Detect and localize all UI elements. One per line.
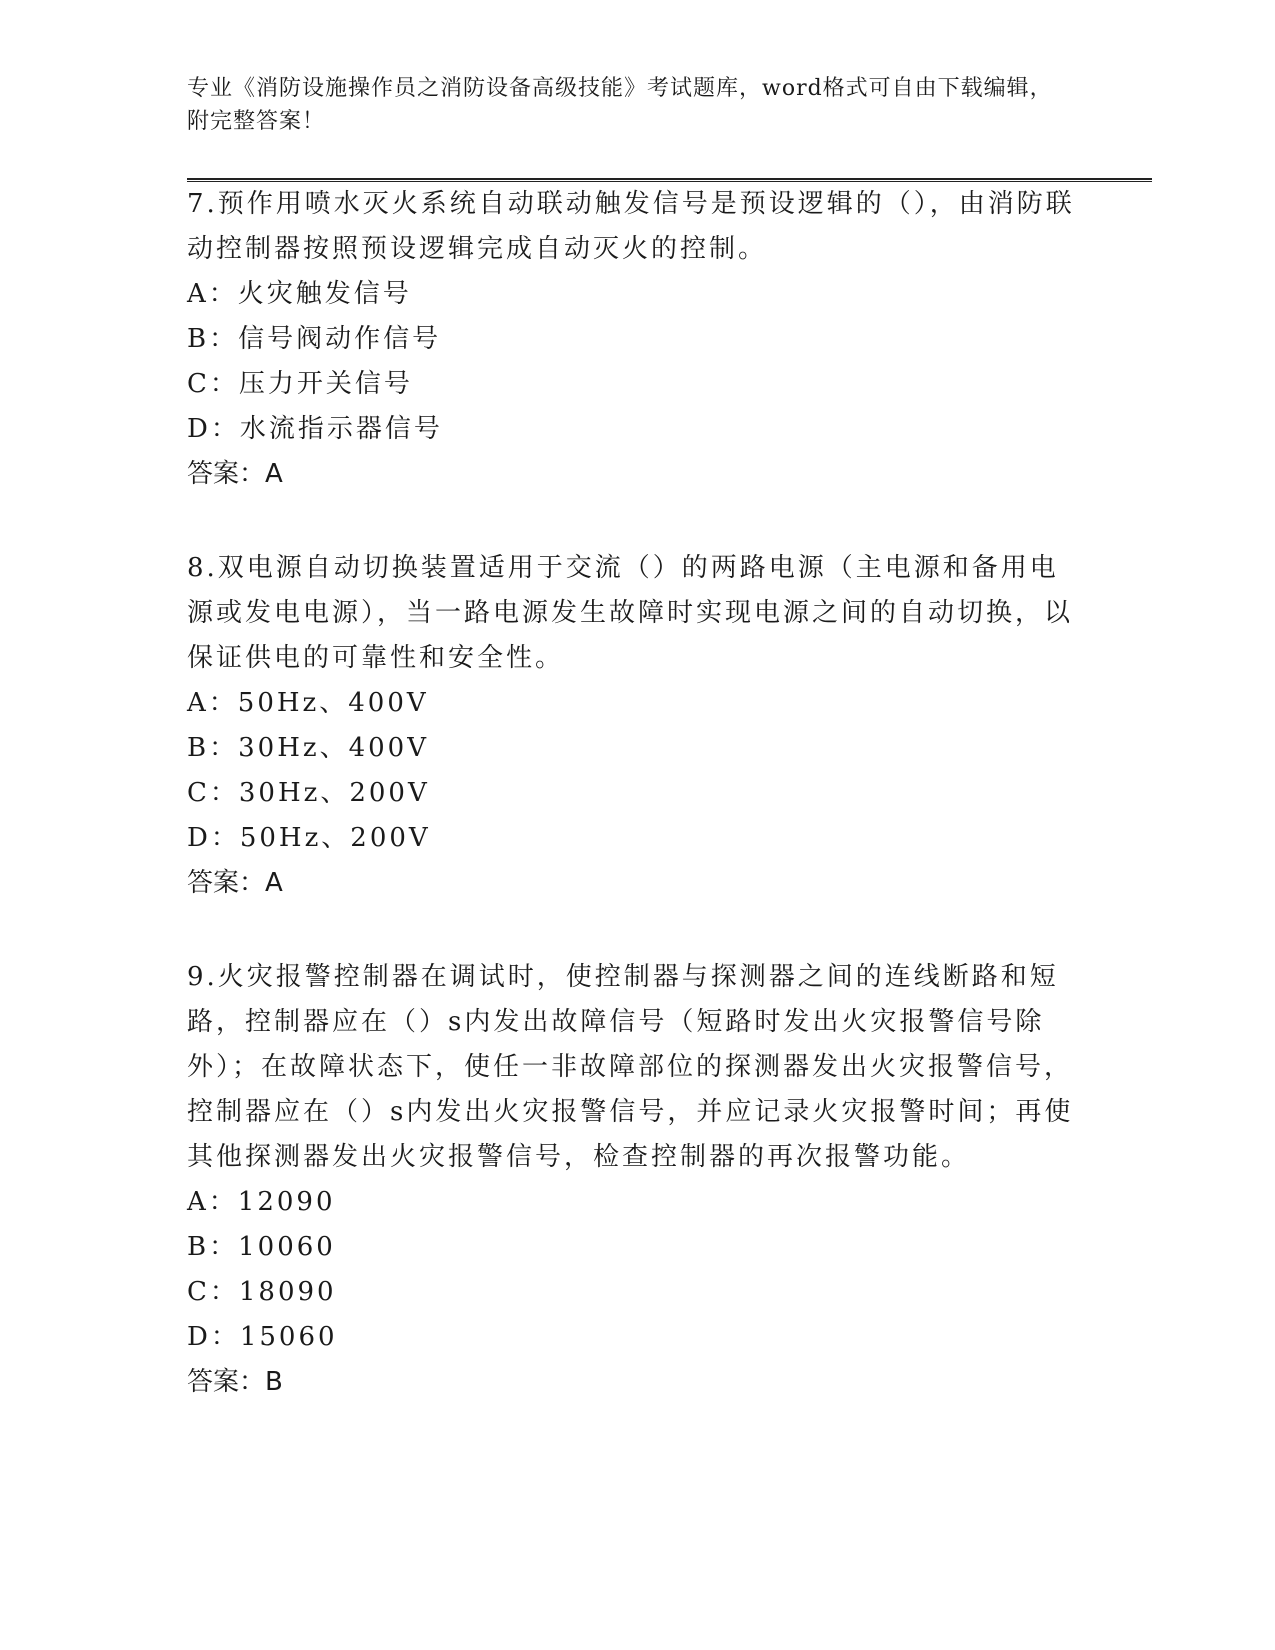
document-header: 专业《消防设施操作员之消防设备高级技能》考试题库，word格式可自由下载编辑，附完整答案！: [187, 76, 1053, 134]
question-7: [187, 182, 1087, 497]
question-stem: 8.双电源自动切换装置适用于交流（）的两路电源（主电源和备用电源或发电电源），当一路电源发生故障时实现电源之间的自动切换，以保证供电的可靠性和安全性。: [187, 553, 1074, 673]
answer-line: 答案：A: [187, 459, 283, 489]
option-list: [187, 1180, 1087, 1360]
option-a: A：火灾触发信号: [187, 279, 412, 309]
option-c: C：18090: [187, 1277, 337, 1307]
question-stem: 7.预作用喷水灭火系统自动联动触发信号是预设逻辑的（），由消防联动控制器按照预设逻辑完成自动灭火的控制。: [187, 189, 1075, 264]
option-d: D：水流指示器信号: [187, 414, 443, 444]
question-stem: 9.火灾报警控制器在调试时，使控制器与探测器之间的连线断路和短路，控制器应在（）s内发出故障信号（短路时发出火灾报警信号除外）；在故障状态下，使任一非故障部位的探测器发出火灾报警信号，控制器应在（）s内发出火灾报警信号，并应记录火灾报警时间；再使其他探测器发出火灾报警信号，检查控制器的再次报警功能。: [187, 962, 1074, 1172]
option-list: [187, 681, 1087, 861]
option-d: D：15060: [187, 1322, 338, 1352]
option-b: B：30Hz、400V: [187, 733, 429, 763]
answer-line: 答案：B: [187, 1367, 283, 1397]
option-c: C：30Hz、200V: [187, 778, 430, 808]
option-a: A：50Hz、400V: [187, 688, 429, 718]
option-c: C：压力开关信号: [187, 369, 413, 399]
answer-line: 答案：A: [187, 868, 283, 898]
option-d: D：50Hz、200V: [187, 823, 431, 853]
option-b: B：信号阀动作信号: [187, 324, 442, 354]
option-a: A：12090: [187, 1187, 336, 1217]
option-b: B：10060: [187, 1232, 336, 1262]
question-9: [187, 955, 1087, 1405]
question-8: [187, 546, 1087, 906]
option-list: [187, 272, 1087, 452]
